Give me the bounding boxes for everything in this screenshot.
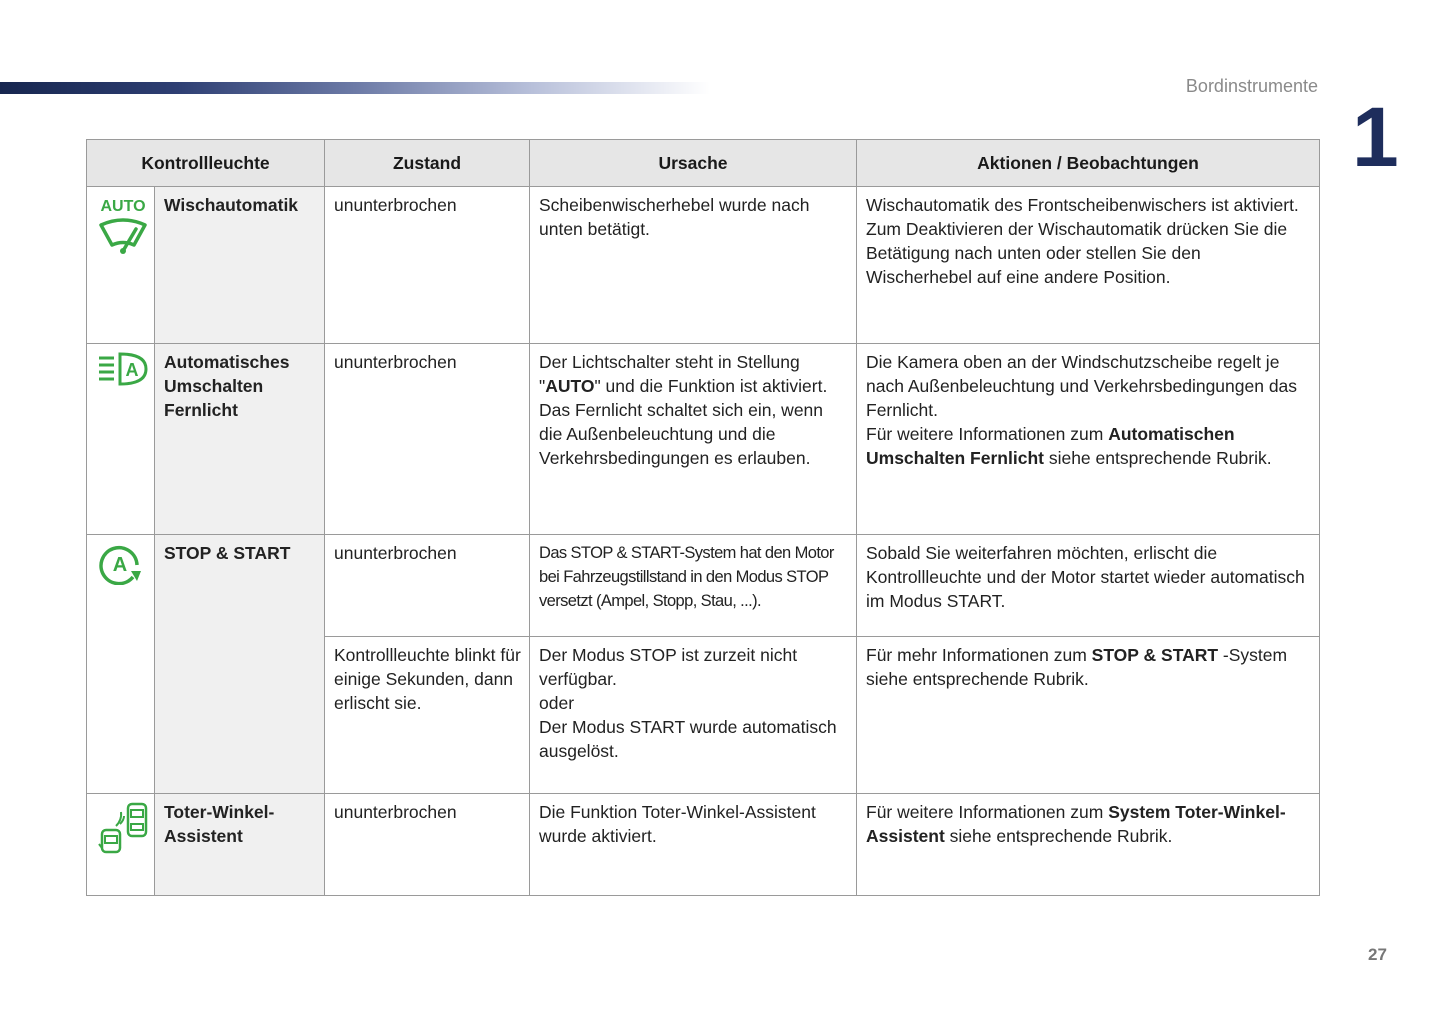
table-row (87, 344, 1320, 535)
cause-cell (530, 344, 857, 535)
page-number: 27 (1368, 945, 1387, 964)
light-name: Toter-Winkel-Assistent (155, 794, 325, 896)
wiper-auto-icon-text: AUTO (100, 198, 146, 215)
blind-spot-icon (96, 800, 146, 858)
light-name: STOP & START (155, 535, 325, 794)
cause-cell: Das STOP & START-System hat den Motor bei Fahrzeugstillstand in den Modus STOP versetzt (Ampel, Stopp, Stau, ...). (530, 535, 857, 637)
action-text-bold: STOP & START (1091, 645, 1219, 665)
action-text-pre: Für weitere Informationen zum (866, 802, 1109, 822)
icon-cell (87, 794, 155, 896)
cause-text: Der Modus STOP ist zurzeit nicht verfügbar. (539, 645, 798, 689)
header-aktionen: Aktionen / Beobachtungen (857, 140, 1320, 187)
action-cell (857, 794, 1320, 896)
action-text-post: siehe entsprechende Rubrik. (1043, 448, 1272, 468)
action-text-post: siehe entsprechende Rubrik. (944, 826, 1173, 846)
action-text: Wischautomatik des Frontscheibenwischers ist aktiviert. (866, 195, 1299, 215)
action-text-bold: Automatischen Umschalten Fernlicht (866, 424, 1235, 468)
chapter-number: 1 (1352, 90, 1399, 184)
state-cell: ununterbrochen (325, 794, 530, 896)
action-text-2: Zum Deaktivieren der Wischautomatik drücken Sie die Betätigung nach unten oder stellen Sie den Wischerhebel auf eine andere Position. (866, 219, 1288, 287)
cause-text-2: Der Modus START wurde automatisch ausgelöst. (539, 717, 837, 761)
cause-cell: Die Funktion Toter-Winkel-Assistent wurde aktiviert. (530, 794, 857, 896)
stop-start-icon (96, 541, 146, 585)
header-kontrollleuchte: Kontrollleuchte (87, 140, 325, 187)
warning-lights-table (86, 139, 1320, 896)
icon-cell (87, 187, 155, 344)
cause-text-2: Das Fernlicht schaltet sich ein, wenn die Außenbeleuchtung und die Verkehrsbedingungen es erlauben. (539, 400, 824, 468)
table-header-row (87, 140, 1320, 187)
wiper-auto-icon (96, 193, 146, 255)
action-text-pre: Für mehr Informationen zum (866, 645, 1092, 665)
header-gradient-bar (0, 82, 710, 94)
cause-text-or: oder (539, 693, 575, 713)
action-cell (857, 187, 1320, 344)
cause-text-post: " und die Funktion ist aktiviert. (594, 376, 828, 396)
state-cell: ununterbrochen (325, 187, 530, 344)
action-cell (857, 637, 1320, 794)
state-cell: ununterbrochen (325, 344, 530, 535)
state-cell: Kontrollleuchte blinkt für einige Sekunden, dann erlischt sie. (325, 637, 530, 794)
cause-text-pre: Der Lichtschalter steht in Stellung " (539, 352, 800, 396)
action-text: Die Kamera oben an der Windschutzscheibe regelt je nach Außenbeleuchtung und Verkehrsbedingungen das Fernlicht. (866, 352, 1298, 420)
action-text-pre: Für weitere Informationen zum (866, 424, 1109, 444)
svg-text:A: A (112, 554, 128, 576)
cause-cell (530, 637, 857, 794)
cause-cell: Scheibenwischerhebel wurde nach unten betätigt. (530, 187, 857, 344)
state-cell: ununterbrochen (325, 535, 530, 637)
icon-cell (87, 535, 155, 794)
table-row (87, 535, 1320, 637)
auto-high-beam-icon (96, 350, 146, 390)
table-row (87, 794, 1320, 896)
header-zustand: Zustand (325, 140, 530, 187)
light-name: Wischautomatik (155, 187, 325, 344)
table-row (87, 187, 1320, 344)
action-text-bold: System Toter-Winkel-Assistent (866, 802, 1286, 846)
icon-cell (87, 344, 155, 535)
action-cell (857, 344, 1320, 535)
action-text-post: -System siehe entsprechende Rubrik. (866, 645, 1288, 689)
header-ursache: Ursache (530, 140, 857, 187)
cause-text-bold: AUTO (545, 376, 595, 396)
light-name: Automatisches Umschalten Fernlicht (155, 344, 325, 535)
action-cell: Sobald Sie weiterfahren möchten, erlischt die Kontrollleuchte und der Motor startet wieder automatisch im Modus START. (857, 535, 1320, 637)
svg-text:A: A (125, 360, 139, 380)
section-title: Bordinstrumente (1185, 76, 1318, 96)
